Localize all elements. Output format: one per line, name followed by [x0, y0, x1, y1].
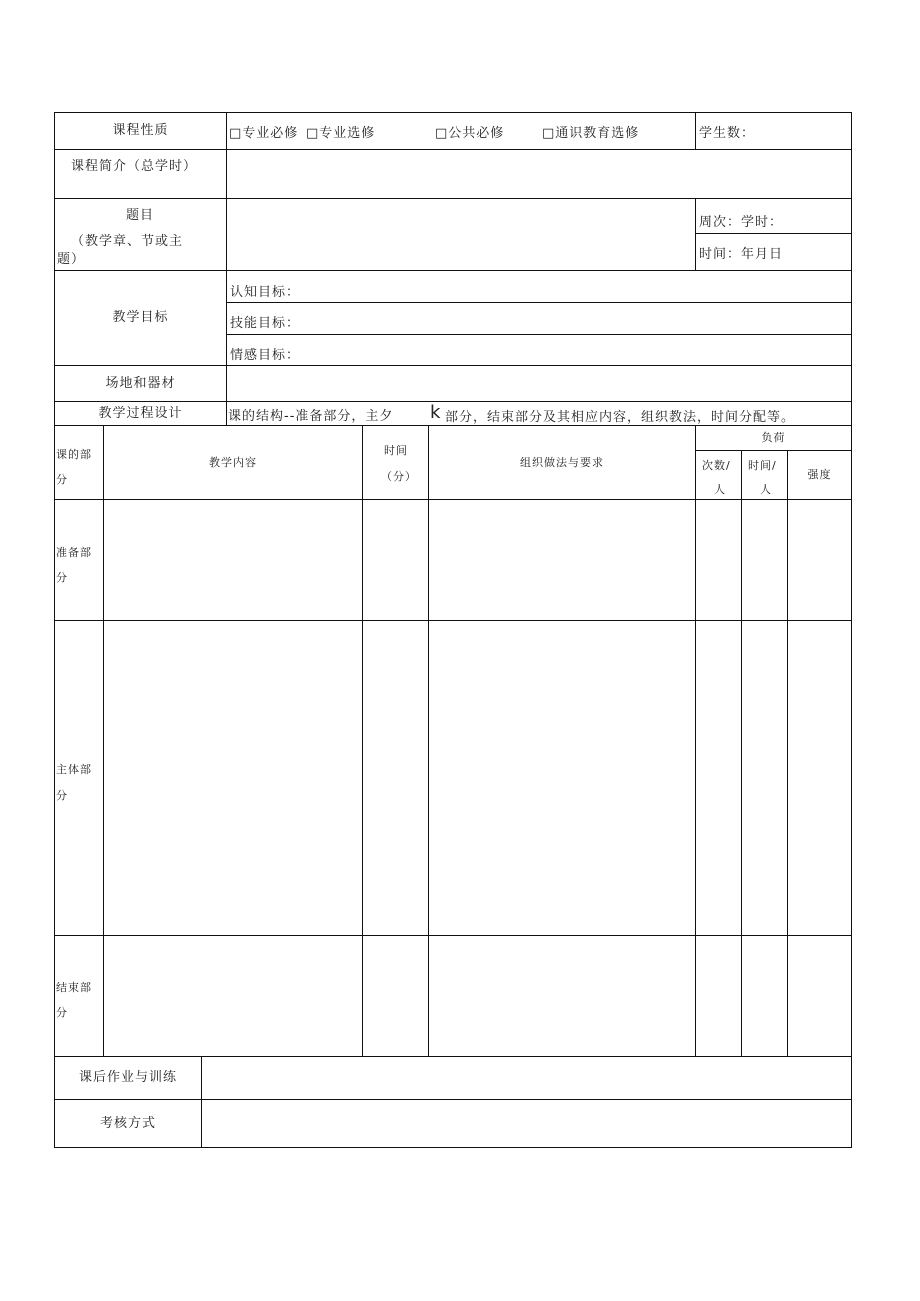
course-nature-label: 课程性质	[54, 112, 227, 150]
topic-label: 题目 （教学章、节或主 题）	[54, 198, 227, 271]
count-header: 次数/ 人	[695, 450, 742, 500]
venue-equipment-label: 场地和器材	[54, 365, 227, 402]
prep-section-label: 准备部 分	[54, 499, 104, 621]
prep-time-cell[interactable]	[362, 499, 429, 621]
course-intro-label: 课程简介（总学时）	[54, 149, 227, 199]
end-duration-cell[interactable]	[741, 935, 788, 1057]
time-header: 时间 （分）	[362, 425, 429, 500]
prep-method-cell[interactable]	[428, 499, 696, 621]
main-method-cell[interactable]	[428, 620, 696, 936]
prep-duration-cell[interactable]	[741, 499, 788, 621]
duration-header: 时间/ 人	[741, 450, 788, 500]
main-count-cell[interactable]	[695, 620, 742, 936]
prep-content-cell[interactable]	[103, 499, 363, 621]
course-intro-field[interactable]	[226, 149, 852, 199]
option-general-elective[interactable]: □通识教育选修	[542, 126, 640, 141]
affective-goal-field[interactable]: 情感目标：	[226, 334, 852, 366]
prep-count-cell[interactable]	[695, 499, 742, 621]
option-major-required[interactable]: □专业必修	[229, 126, 299, 141]
main-intensity-cell[interactable]	[787, 620, 852, 936]
teaching-goals-label: 教学目标	[54, 270, 227, 366]
main-section-label: 主体部 分	[54, 620, 104, 936]
load-header: 负荷	[695, 425, 852, 451]
student-count-field[interactable]: 学生数：	[695, 112, 852, 150]
method-header: 组织做法与要求	[428, 425, 696, 500]
part-header: 课的部 分	[54, 425, 104, 500]
date-field[interactable]: 时间：年月日	[695, 233, 852, 271]
main-duration-cell[interactable]	[741, 620, 788, 936]
intensity-header: 强度	[787, 450, 852, 500]
end-intensity-cell[interactable]	[787, 935, 852, 1057]
process-design-text: 课的结构--准备部分，主夕 k 部分，结束部分及其相应内容，组织教法，时间分配等。	[226, 401, 852, 426]
assessment-field[interactable]	[201, 1099, 852, 1148]
homework-label: 课后作业与训练	[54, 1056, 202, 1100]
prep-intensity-cell[interactable]	[787, 499, 852, 621]
end-section-label: 结束部 分	[54, 935, 104, 1057]
assessment-label: 考核方式	[54, 1099, 202, 1148]
skill-goal-field[interactable]: 技能目标：	[226, 302, 852, 335]
venue-equipment-field[interactable]	[226, 365, 852, 402]
process-design-label: 教学过程设计	[54, 401, 227, 426]
homework-field[interactable]	[201, 1056, 852, 1100]
main-content-cell[interactable]	[103, 620, 363, 936]
end-time-cell[interactable]	[362, 935, 429, 1057]
end-content-cell[interactable]	[103, 935, 363, 1057]
option-major-elective[interactable]: □专业选修	[306, 126, 376, 141]
main-time-cell[interactable]	[362, 620, 429, 936]
option-public-required[interactable]: □公共必修	[435, 126, 505, 141]
end-method-cell[interactable]	[428, 935, 696, 1057]
week-hours-field[interactable]: 周次：学时：	[695, 198, 852, 234]
cognitive-goal-field[interactable]: 认知目标：	[226, 270, 852, 303]
course-nature-options	[226, 112, 696, 150]
topic-field[interactable]	[226, 198, 696, 271]
end-count-cell[interactable]	[695, 935, 742, 1057]
content-header: 教学内容	[103, 425, 363, 500]
